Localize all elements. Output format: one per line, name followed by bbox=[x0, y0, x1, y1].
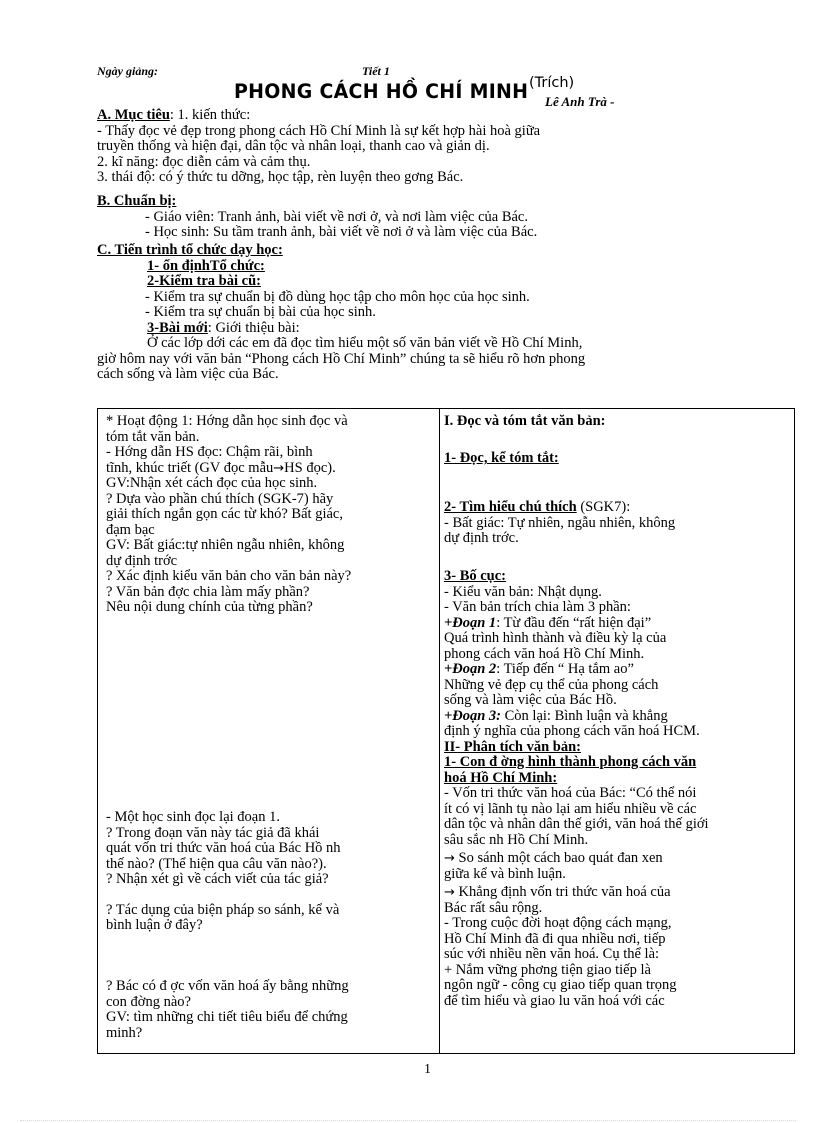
right-line: giữa kể và bình luận. bbox=[444, 865, 566, 882]
left-line: dự định trớc bbox=[106, 552, 178, 569]
right-line-part: Còn lại: Bình luận và khẳng bbox=[501, 707, 668, 724]
section-c-item-2-line: - Kiểm tra sự chuẩn bị bài của học sinh. bbox=[145, 304, 376, 320]
section-b-line: - Học sinh: Su tầm tranh ảnh, bài viết về nơi ở và làm việc của Bác. bbox=[145, 224, 538, 240]
right-line: ít có vị lãnh tụ nào lại am hiểu nhiều về các bbox=[444, 800, 697, 817]
page-number: 1 bbox=[424, 1062, 431, 1077]
right-block-2 bbox=[444, 451, 794, 467]
left-line: GV: tìm những chi tiết tiêu biểu để chứng bbox=[106, 1009, 348, 1025]
section-c-item-3-label: 3-Bài mới bbox=[147, 319, 208, 336]
section-c-label: C. Tiến trình tổ chức dạy học: bbox=[97, 242, 283, 258]
right-line-part: +Đoạn 1 bbox=[444, 614, 497, 631]
left-line: ? Xác định kiểu văn bản cho văn bản này? bbox=[106, 568, 352, 584]
right-line: Những vẻ đẹp cụ thể của phong cách bbox=[444, 676, 659, 693]
right-line: - Bất giác: Tự nhiên, ngẫu nhiên, không bbox=[444, 514, 676, 531]
right-heading: hoá Hồ Chí Minh: bbox=[444, 769, 558, 786]
right-line bbox=[444, 851, 794, 867]
left-line: tóm tắt văn bản. bbox=[106, 428, 200, 445]
right-line: sống và làm việc của Bác Hồ. bbox=[444, 692, 617, 708]
right-line: - Kiểu văn bản: Nhật dụng. bbox=[444, 583, 602, 600]
right-line: - Trong cuộc đời hoạt động cách mạng, bbox=[444, 915, 672, 931]
right-line: - Văn bản trích chia làm 3 phần: bbox=[444, 599, 631, 615]
arrow-right-icon: → bbox=[273, 460, 285, 476]
page-title: PHONG CÁCH HỒ CHÍ MINH bbox=[234, 80, 529, 103]
left-block-2 bbox=[106, 810, 439, 934]
left-line: - Một học sinh đọc lại đoạn 1. bbox=[106, 809, 280, 825]
left-line: con đờng nào? bbox=[106, 993, 191, 1010]
right-line: dự định trớc. bbox=[444, 530, 519, 546]
right-line-part: (SGK7): bbox=[576, 499, 631, 515]
left-line: ? Văn bản đợc chia làm mấy phần? bbox=[106, 583, 310, 600]
intro-line: giờ hôm nay với văn bản “Phong cách Hồ Chí Minh” chúng ta sẽ hiểu rõ hơn phong bbox=[97, 350, 586, 367]
activities-column bbox=[98, 409, 440, 1054]
teaching-date-label: Ngày giảng: bbox=[97, 64, 158, 78]
right-line-part: So sánh một cách bao quát đan xen bbox=[454, 850, 663, 866]
right-line: sâu sắc nh Hồ Chí Minh. bbox=[444, 831, 589, 848]
left-line: ? Bác có đ ợc vốn văn hoá ấy bằng những bbox=[106, 978, 349, 994]
right-line: Hồ Chí Minh đã đi qua nhiều nơi, tiếp bbox=[444, 930, 666, 947]
left-line: đạm bạc bbox=[106, 521, 155, 538]
section-a-heading bbox=[97, 108, 540, 124]
arrow-right-icon: → bbox=[444, 885, 455, 900]
right-block-3 bbox=[444, 500, 794, 547]
section-a-rest: : 1. kiến thức: bbox=[169, 107, 251, 123]
right-line-part: Khẳng định vốn tri thức văn hoá của bbox=[454, 884, 671, 900]
right-heading: 1- Con đ ờng hình thành phong cách văn bbox=[444, 754, 697, 770]
left-line: GV: Bất giác:tự nhiên ngẫu nhiên, không bbox=[106, 537, 345, 553]
left-block-3 bbox=[106, 979, 439, 1041]
right-block-4 bbox=[444, 569, 794, 1009]
section-a-line: - Thấy đọc vẻ đẹp trong phong cách Hồ Chí Minh là sự kết hợp hài hoà giữa bbox=[97, 122, 541, 139]
section-c-item-3-rest: : Giới thiệu bài: bbox=[207, 319, 300, 336]
section-a-line: 2. kĩ năng: đọc diễn cảm và cảm thụ. bbox=[97, 153, 311, 170]
left-line: Nêu nội dung chính của từng phần? bbox=[106, 599, 313, 615]
left-line: thế nào? (Thể hiện qua câu văn nào?). bbox=[106, 855, 327, 872]
left-line: minh? bbox=[106, 1024, 143, 1041]
lesson-table bbox=[97, 408, 795, 1054]
right-heading-part: 2- Tìm hiểu chú thích bbox=[444, 499, 577, 515]
left-line: - Hớng dẫn HS đọc: Chậm rãi, bình bbox=[106, 444, 313, 460]
left-line: * Hoạt động 1: Hớng dẫn học sinh đọc và bbox=[106, 413, 348, 429]
right-line bbox=[444, 500, 794, 516]
right-line-part: : Tiếp đến “ Hạ tắm ao” bbox=[496, 661, 634, 677]
section-c-item-1: 1- ổn địnhTổ chức: bbox=[147, 257, 265, 274]
right-line bbox=[444, 885, 794, 901]
right-line: phong cách văn hoá Hồ Chí Minh. bbox=[444, 645, 645, 662]
section-a-label: A. Mục tiêu bbox=[97, 107, 170, 123]
arrow-right-icon: → bbox=[444, 851, 455, 866]
content-column bbox=[440, 409, 795, 1054]
right-line: để tìm hiểu và giao lu văn hoá với các bbox=[444, 992, 665, 1009]
section-c-item-2-line: - Kiểm tra sự chuẩn bị đồ dùng học tập cho môn học của học sinh. bbox=[145, 288, 530, 305]
author-name: Lê Anh Trà - bbox=[545, 94, 615, 109]
section-c-item-2: 2-Kiểm tra bài cũ: bbox=[147, 273, 261, 289]
left-line: ? Dựa vào phần chú thích (SGK-7) hãy bbox=[106, 490, 334, 507]
excerpt-note: (Trích) bbox=[529, 75, 575, 91]
right-line-part: : Từ đầu đến “rất hiện đại” bbox=[496, 614, 652, 631]
right-line: ngôn ngữ - công cụ giao tiếp quan trọng bbox=[444, 977, 677, 993]
left-line: giải thích ngắn gọn các từ khó? Bất giác, bbox=[106, 506, 343, 522]
left-line: bình luận ở đây? bbox=[106, 917, 203, 933]
right-line-part: +Đoạn 3: bbox=[444, 707, 502, 724]
right-line bbox=[444, 662, 794, 678]
left-block-1 bbox=[106, 414, 439, 616]
right-line: định ý nghĩa của phong cách văn hoá HCM. bbox=[444, 723, 700, 739]
left-line: ? Nhận xét gì về cách viết của tác giả? bbox=[106, 871, 329, 887]
section-c-item-3 bbox=[97, 321, 585, 337]
left-line bbox=[106, 461, 439, 477]
right-heading: 3- Bố cục: bbox=[444, 568, 507, 584]
page-bottom-divider bbox=[20, 1120, 796, 1121]
left-line: ? Trong đoạn văn này tác giả đã khái bbox=[106, 824, 320, 841]
right-block-1 bbox=[444, 414, 794, 430]
right-line: dân tộc và nhân dân thế giới, văn hoá thế giới bbox=[444, 816, 709, 832]
right-line bbox=[444, 616, 794, 632]
section-b-label: B. Chuẩn bị: bbox=[97, 193, 177, 209]
right-line: + Nắm vững phơng tiện giao tiếp là bbox=[444, 961, 651, 978]
right-line bbox=[444, 709, 794, 725]
intro-line: Ở các lớp dới các em đã đọc tìm hiểu một số văn bản viết về Hồ Chí Minh, bbox=[147, 335, 583, 351]
section-b bbox=[97, 194, 537, 241]
right-line: Bác rất sâu rộng. bbox=[444, 899, 543, 916]
left-line: quát vốn tri thức văn hoá của Bác Hồ nh bbox=[106, 840, 341, 856]
section-a bbox=[97, 108, 540, 186]
right-heading: 1- Đọc, kể tóm tắt: bbox=[444, 450, 559, 466]
left-line-part: tĩnh, khúc triết (GV đọc mẫu bbox=[106, 459, 274, 476]
section-c bbox=[97, 243, 585, 383]
right-heading: II- Phân tích văn bản: bbox=[444, 738, 581, 755]
left-line-part: HS đọc). bbox=[284, 459, 336, 476]
left-line: ? Tác dụng của biện pháp so sánh, kể và bbox=[106, 901, 340, 918]
left-line: GV:Nhận xét cách đọc của học sinh. bbox=[106, 475, 318, 491]
right-line: - Vốn tri thức văn hoá của Bác: “Có thể nói bbox=[444, 785, 697, 801]
right-line-part: +Đoạn 2 bbox=[444, 661, 497, 677]
section-b-line: - Giáo viên: Tranh ảnh, bài viết về nơi ở, và nơi làm việc của Bác. bbox=[145, 208, 528, 225]
lesson-number: Tiết 1 bbox=[362, 64, 390, 78]
right-heading: I. Đọc và tóm tắt văn bản: bbox=[444, 413, 606, 429]
right-line: súc với nhiều nền văn hoá. Cụ thể là: bbox=[444, 946, 660, 962]
right-line: Quá trình hình thành và điều kỳ lạ của bbox=[444, 630, 667, 646]
section-a-line: truyền thống và hiện đại, dân tộc và nhân loại, thanh cao và giản dị. bbox=[97, 138, 490, 154]
intro-line: cách sống và làm việc của Bác. bbox=[97, 366, 279, 382]
section-a-line: 3. thái độ: có ý thức tu dỡng, học tập, rèn luyện theo gơng Bác. bbox=[97, 169, 464, 185]
